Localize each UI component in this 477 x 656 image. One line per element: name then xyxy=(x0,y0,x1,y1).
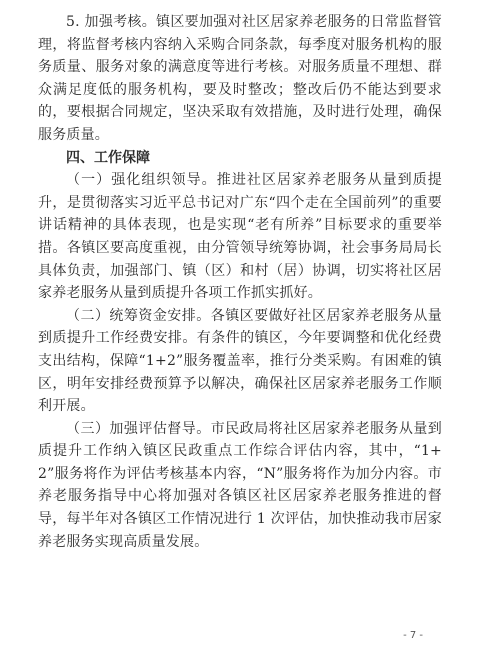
paragraph-evaluation-supervision: （三）加强评估督导。市民政局将社区居家养老服务从量到质提升工作纳入镇区民政重点工作综合评估内容，其中，“1+2”服务将作为评估考核基本内容，“N”服务将作为加分内容。市养老服务指导中心将加强对各镇区社区居家养老服务推进的督导，每半年对各镇区工作情况进行 1 次评估，加快推动我市居家养老服务实现高质量发展。 xyxy=(38,420,442,550)
document-body xyxy=(38,11,442,553)
paragraph-organization-leadership: （一）强化组织领导。推进社区居家养老服务从量到质提升，是贯彻落实习近平总书记对广东“四个走在全国前列”的重要讲话精神的具体表现，也是实现“老有所养”目标要求的重要举措。各镇区要高度重视，由分管领导统筹协调，社会事务局局长具体负责，加强部门、镇（区）和村（居）协调，切实将社区居家养老服务从量到质提升各项工作抓实抓好。 xyxy=(38,172,442,302)
section-heading-work-guarantee: 四、工作保障 xyxy=(66,149,150,166)
page-number: - 7 - xyxy=(403,630,423,641)
paragraph-funding-arrangement: （二）统筹资金安排。各镇区要做好社区居家养老服务从量到质提升工作经费安排。有条件的镇区，今年要调整和优化经费支出结构，保障“1+2”服务覆盖率，推行分类采购。有困难的镇区，明年安排经费预算予以解决，确保社区居家养老服务工作顺利开展。 xyxy=(38,307,442,415)
paragraph-assessment: 5. 加强考核。镇区要加强对社区居家养老服务的日常监督管理，将监督考核内容纳入采购合同条款，每季度对服务机构的服务质量、服务对象的满意度等进行考核。对服务质量不理想、群众满足度低的服务机构，要及时整改；整改后仍不能达到要求的，要根据合同规定，坚决采取有效措施，及时进行处理，确保服务质量。 xyxy=(38,14,442,143)
